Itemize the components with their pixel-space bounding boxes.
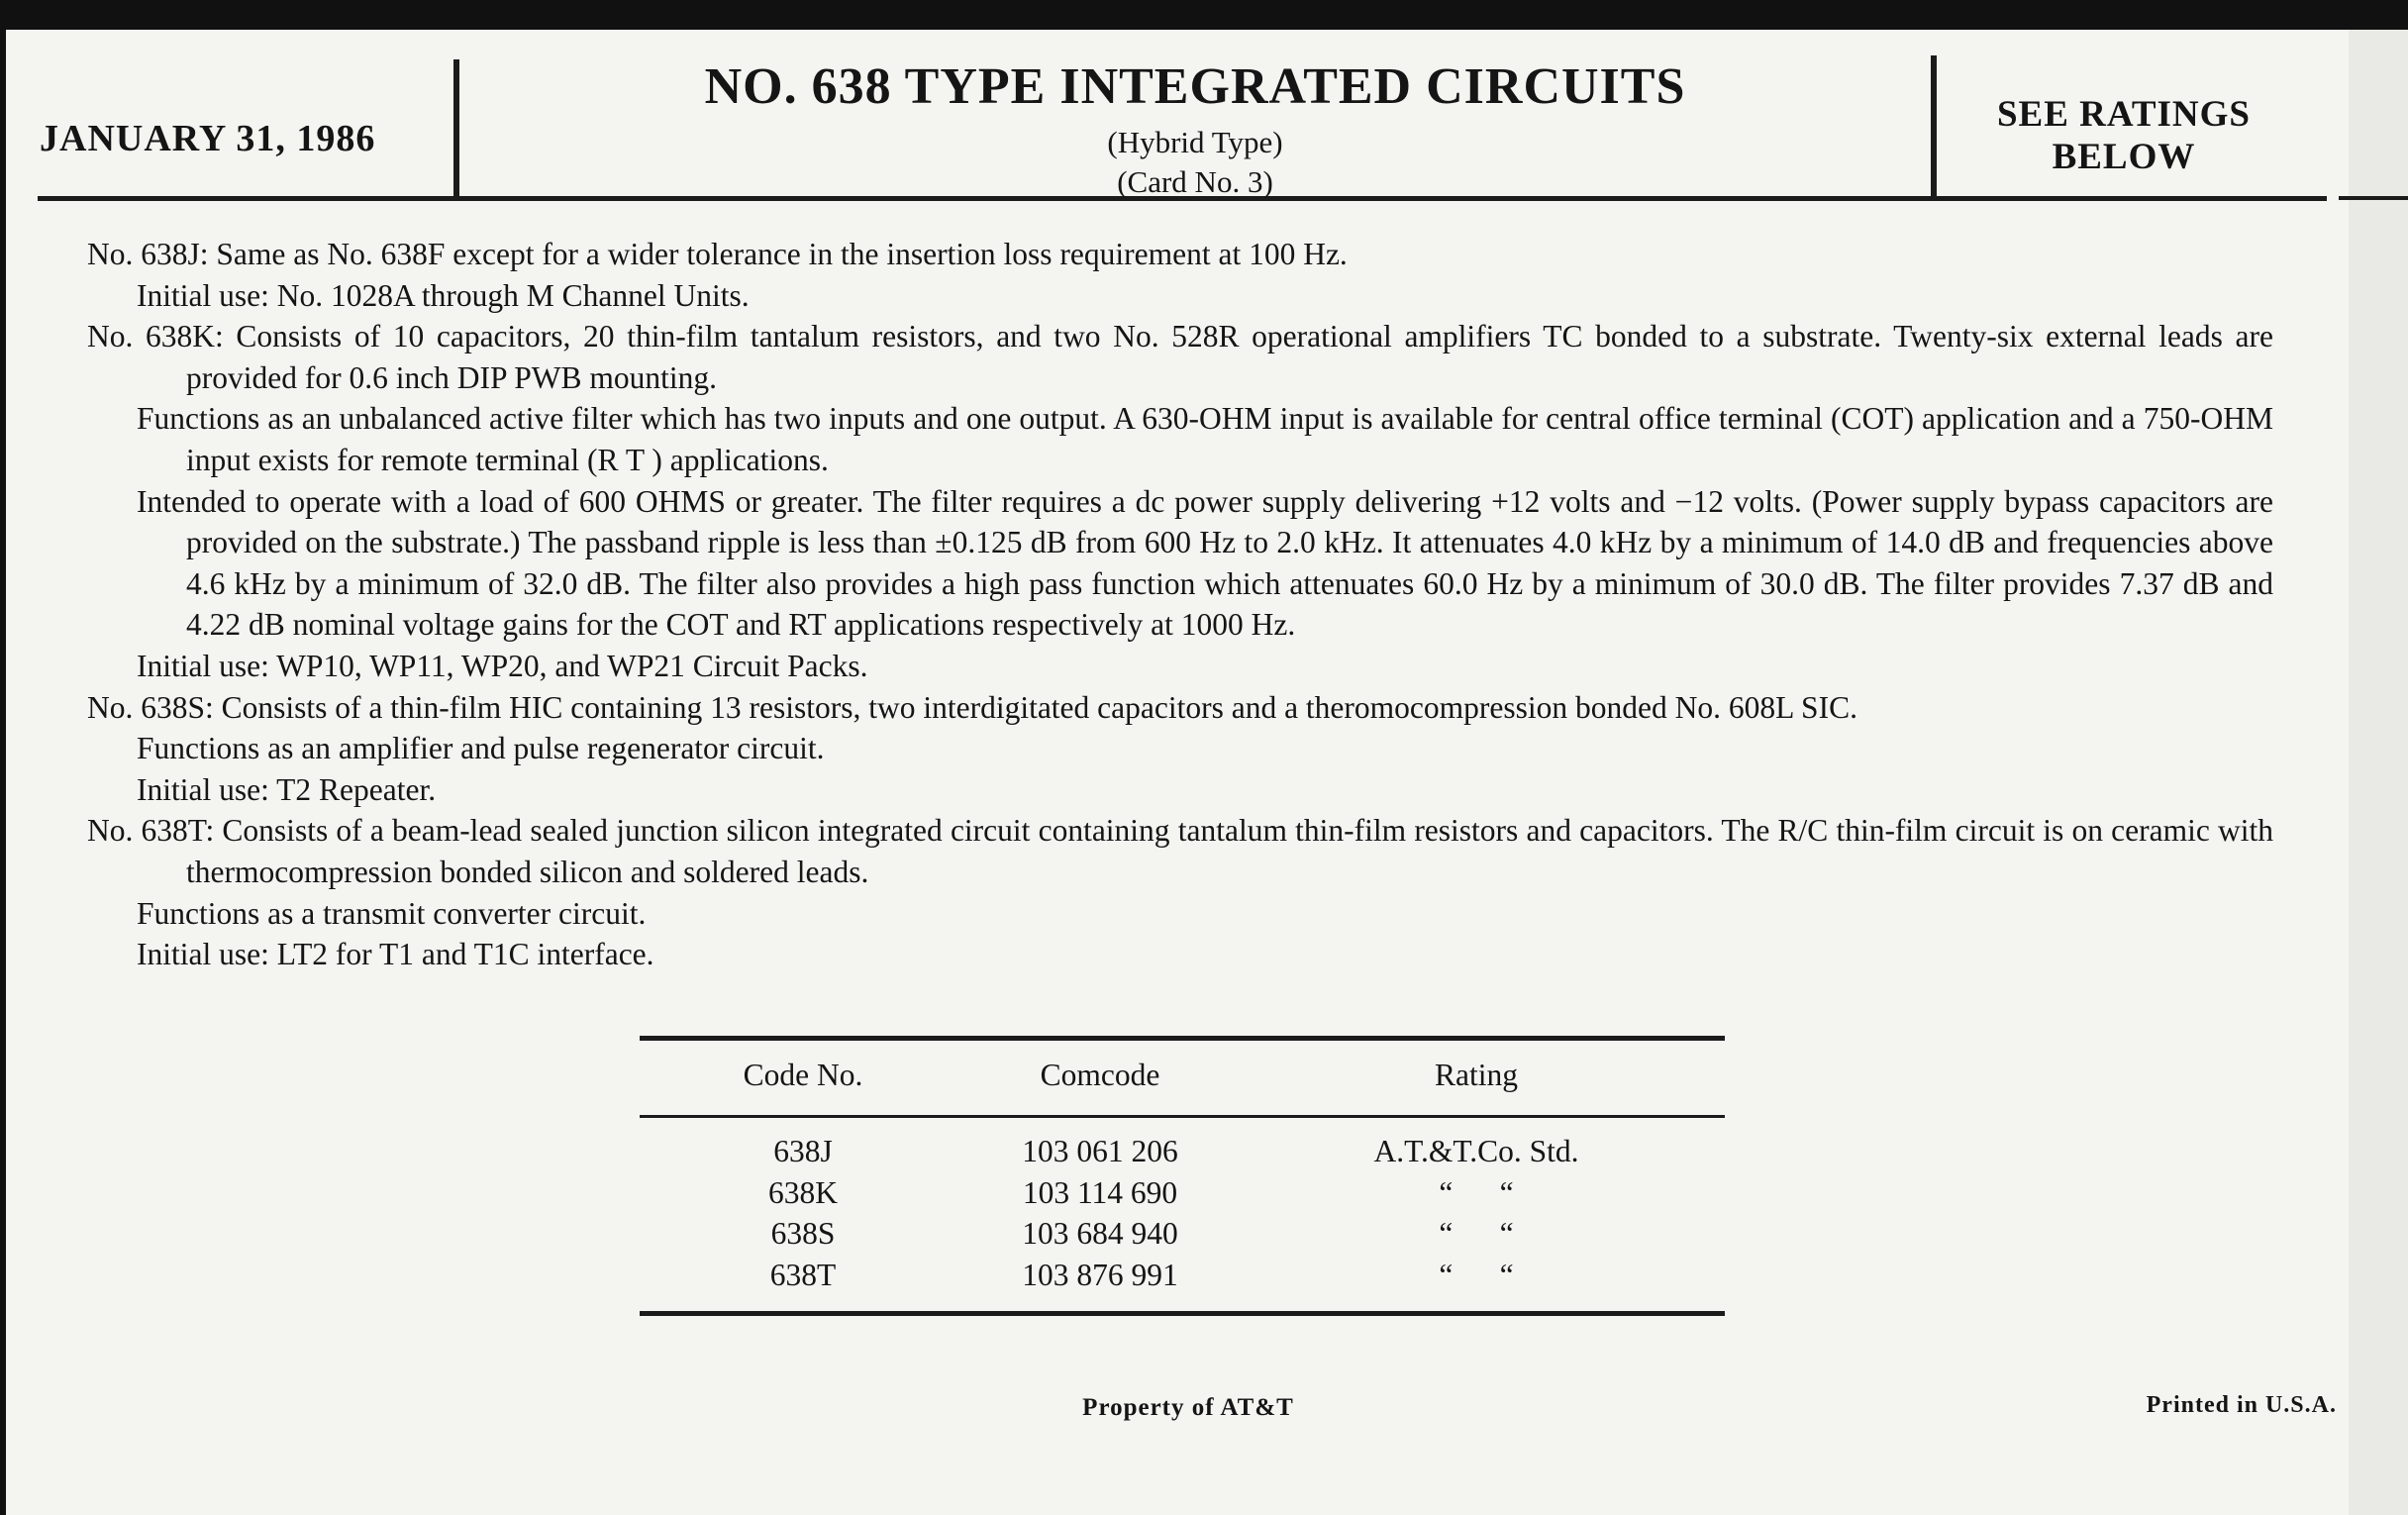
table-header-rule <box>640 1115 1725 1118</box>
table-cell-rating: “ “ <box>1439 1257 1514 1292</box>
code-column <box>640 1131 966 1295</box>
card-number: (Card No. 3) <box>1117 164 1273 199</box>
table-cell-comcode: 103 684 940 <box>1022 1216 1178 1252</box>
table-cell-code: 638J <box>773 1134 833 1168</box>
entry-638k-intended-use: Intended to operate with a load of 600 OHMS or greater. The filter requires a dc power supply delivering +12 volts and −12 volts. (Power supply bypass capacitors are provided on the substrate.) The passband ripple is less than ±0.125 dB from 600 Hz to 2.0 kHz. It attenuates 4.0 kHz by a minimum of 14.0 dB and frequencies above 4.6 kHz by a minimum of 32.0 dB. The filter also provides a high pass function which attenuates 60.0 Hz by a minimum of 30.0 dB. The filter provides 7.37 dB and 4.22 dB nominal voltage gains for the COT and RT applications respectively at 1000 Hz. <box>137 483 2273 643</box>
entry-638s-function: Functions as an amplifier and pulse regenerator circuit. <box>137 731 825 766</box>
table-cell-comcode: 103 061 206 <box>1022 1134 1178 1168</box>
table-cell-code: 638S <box>770 1216 836 1252</box>
column-header-comcode: Comcode <box>1040 1058 1160 1092</box>
page-title: NO. 638 TYPE INTEGRATED CIRCUITS <box>704 58 1686 115</box>
entry-638j-initial-use: Initial use: No. 1028A through M Channel Units. <box>137 277 750 313</box>
table-cell-comcode: 103 114 690 <box>1022 1174 1178 1210</box>
card-date: JANUARY 31, 1986 <box>40 118 376 159</box>
ratings-table <box>640 1036 1725 1319</box>
table-cell-rating: “ “ <box>1439 1216 1514 1252</box>
entry-638s-initial-use: Initial use: T2 Repeater. <box>137 771 437 807</box>
entry-638k-description: No. 638K: Consists of 10 capacitors, 20 thin-film tantalum resistors, and two No. 528R operational amplifiers TC bonded to a substrate. Twenty-six external leads are provided for 0.6 inch DIP PWB mounting. <box>87 319 2273 395</box>
column-header-code: Code No. <box>743 1058 863 1092</box>
table-cell-comcode: 103 876 991 <box>1022 1257 1178 1292</box>
ratings-note-line2: BELOW <box>2052 137 2196 177</box>
entry-638t-function: Functions as a transmit converter circuit. <box>137 895 647 931</box>
entry-638k-function: Functions as an unbalanced active filter which has two inputs and one output. A 630-OHM input is available for central office terminal (COT) application and a 750-OHM input exists for remote terminal (R T ) applications. <box>137 401 2273 477</box>
table-cell-code: 638T <box>769 1257 837 1292</box>
card-edge <box>2349 30 2408 1515</box>
table-cell-rating: A.T.&T.Co. Std. <box>1373 1134 1579 1168</box>
rating-column <box>1293 1131 1659 1295</box>
ratings-note <box>1941 93 2307 178</box>
entry-638t-description: No. 638T: Consists of a beam-lead sealed junction silicon integrated circuit containing tantalum thin-film resistors and capacitors. The R/C thin-film circuit is on ceramic with thermocompression bonded silicon and soldered leads. <box>87 813 2273 889</box>
entry-638k-initial-use: Initial use: WP10, WP11, WP20, and WP21 Circuit Packs. <box>137 648 868 683</box>
header-rule-tail <box>2339 196 2408 200</box>
entry-638s-description: No. 638S: Consists of a thin-film HIC containing 13 resistors, two interdigitated capacitors and a theromocompression bonded No. 608L SIC. <box>87 689 1857 725</box>
column-header-rating: Rating <box>1435 1058 1518 1092</box>
comcode-column <box>937 1131 1263 1295</box>
footer-property: Property of AT&T <box>1082 1394 1294 1421</box>
table-cell-rating: “ “ <box>1439 1174 1514 1210</box>
card-body <box>87 234 2273 975</box>
table-bottom-rule <box>640 1311 1725 1316</box>
footer-printed: Printed in U.S.A. <box>2146 1392 2337 1418</box>
table-cell-code: 638K <box>768 1174 838 1210</box>
entry-638j-description: No. 638J: Same as No. 638F except for a wider tolerance in the insertion loss requirement at 100 Hz. <box>87 237 1348 271</box>
ratings-note-line1: SEE RATINGS <box>1996 94 2252 135</box>
entry-638t-initial-use: Initial use: LT2 for T1 and T1C interface. <box>137 937 654 972</box>
table-top-rule <box>640 1036 1725 1041</box>
page-subtitle: (Hybrid Type) <box>1107 125 1283 159</box>
